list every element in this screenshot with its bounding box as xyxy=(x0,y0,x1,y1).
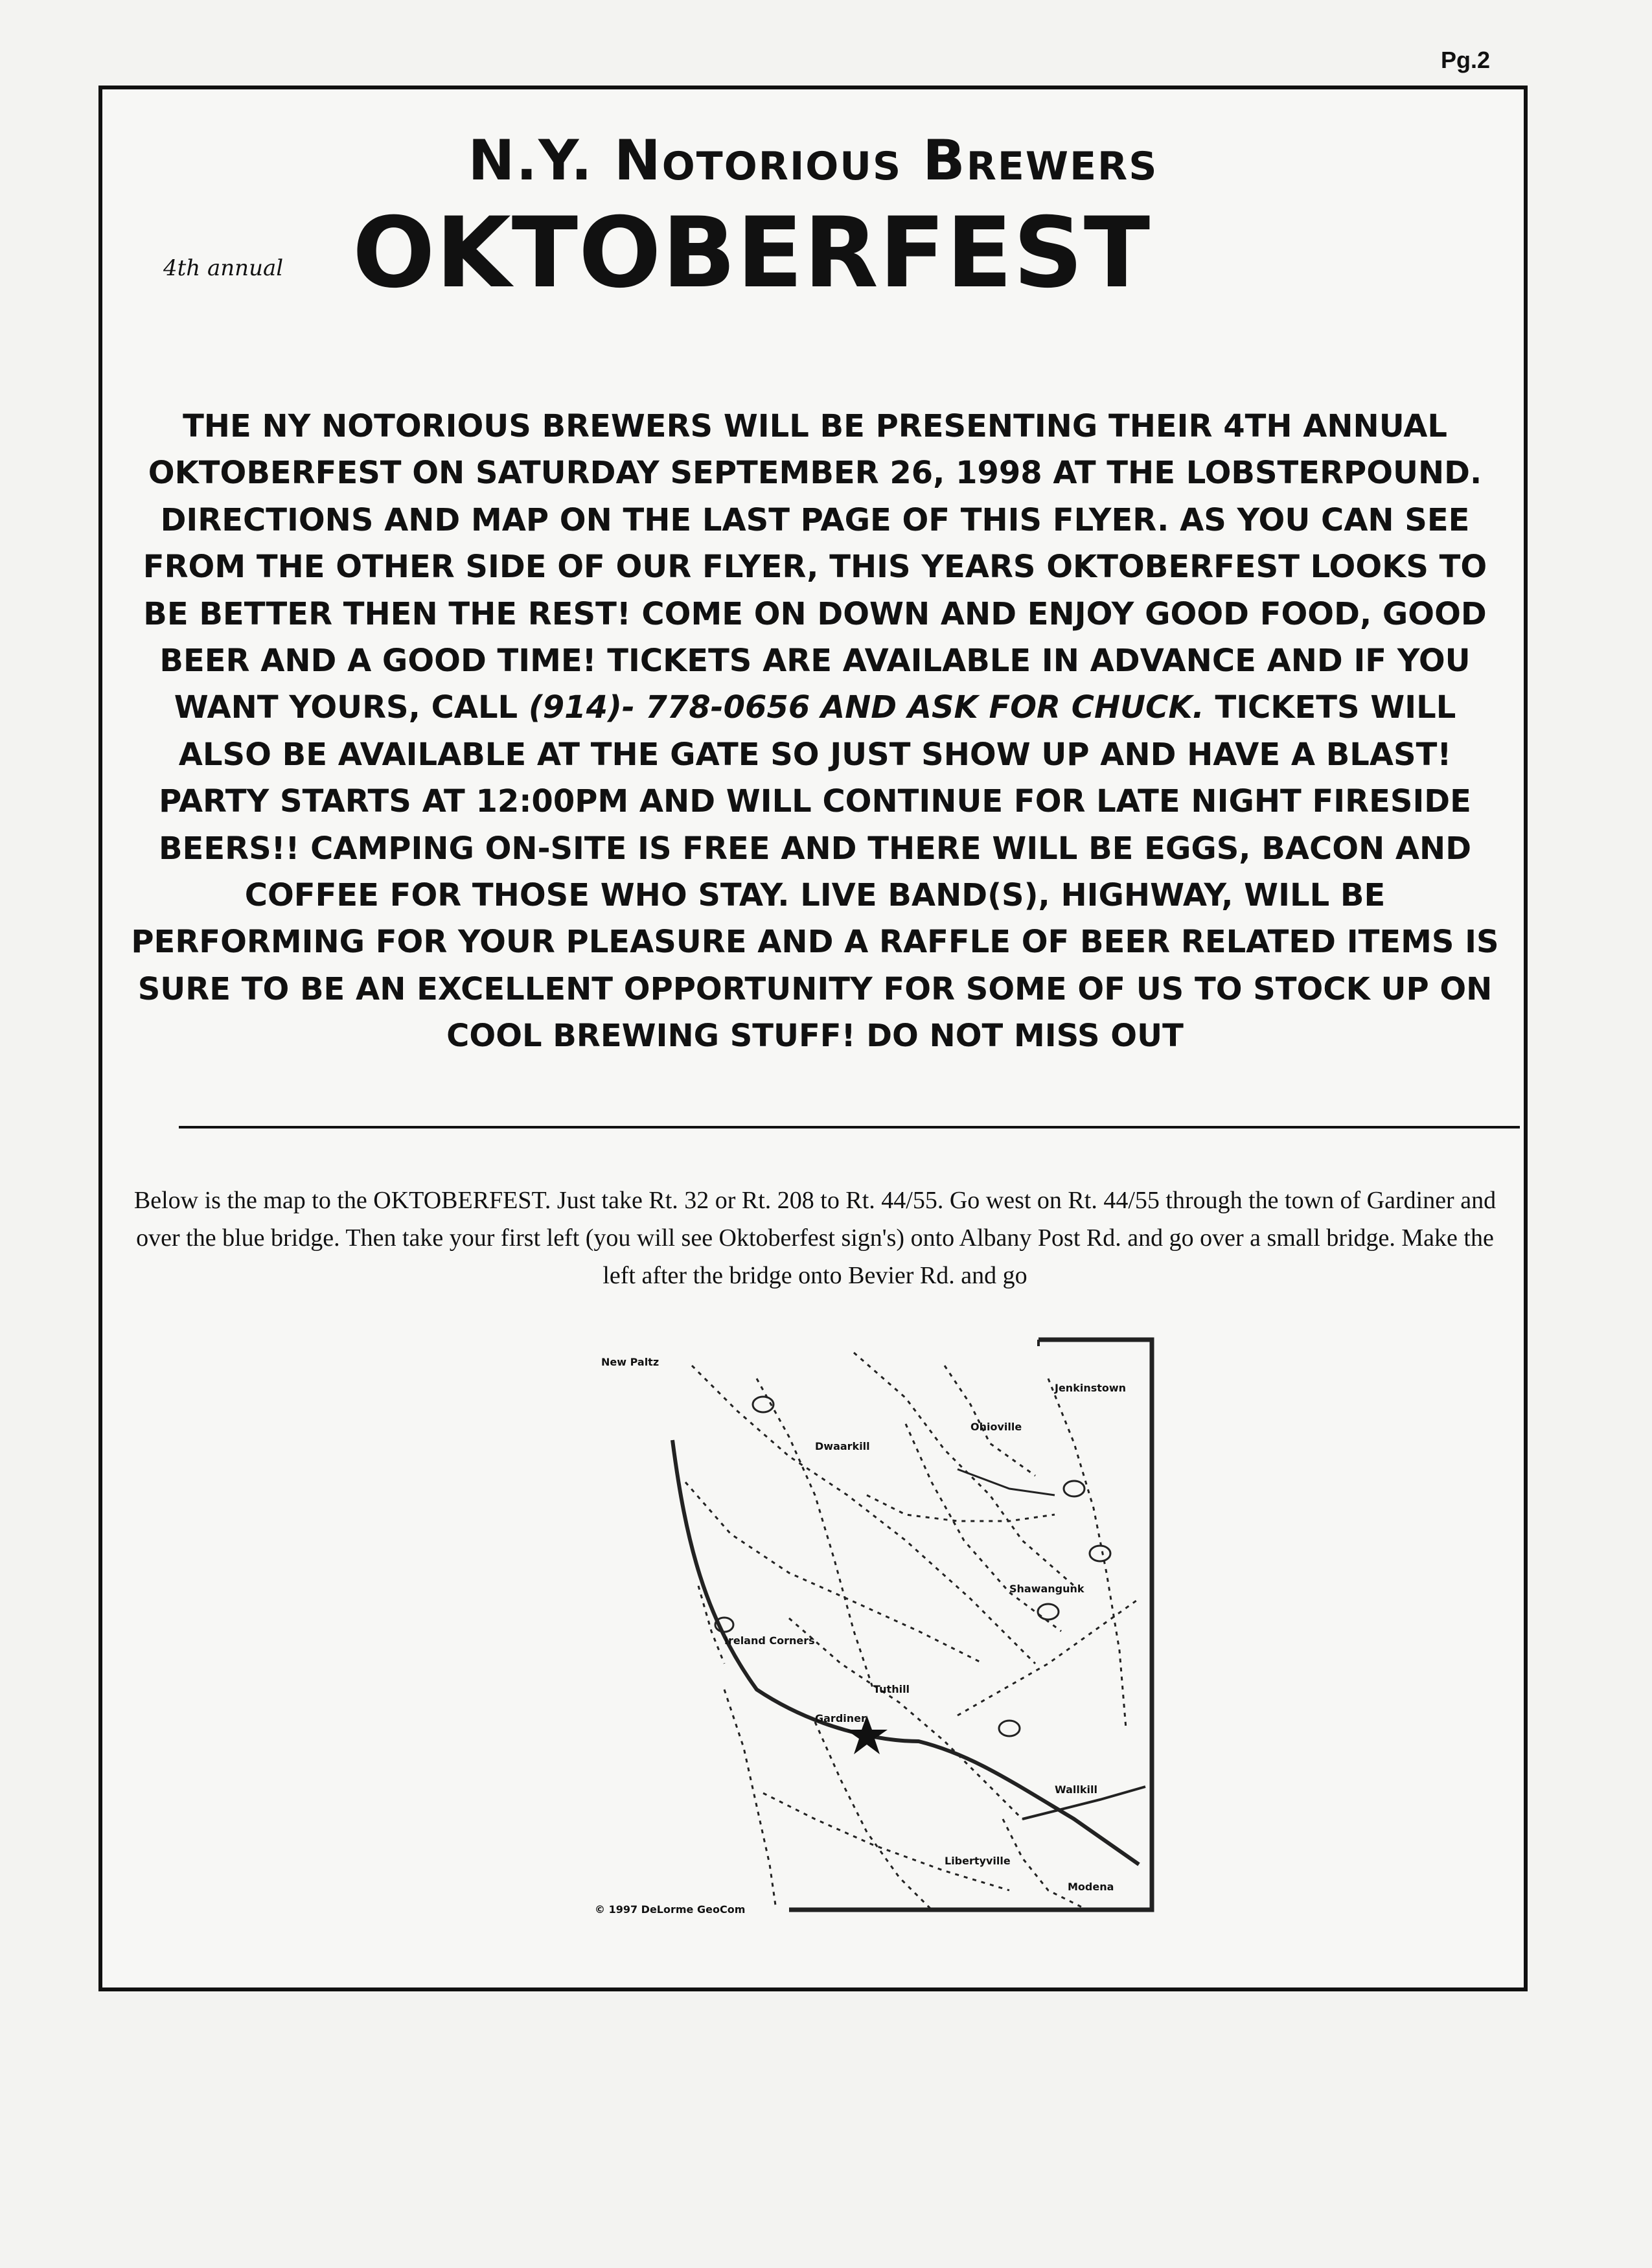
event-title: OKTOBERFEST xyxy=(352,197,1151,310)
page-number: Pg.2 xyxy=(1441,47,1491,73)
route-shield-44 xyxy=(999,1721,1020,1736)
announcement-text xyxy=(128,403,1502,1060)
organizer-title: N.Y. Notorious Brewers xyxy=(468,128,1158,193)
divider xyxy=(179,1126,1520,1128)
phone-contact: (914)- 778-0656 AND ASK FOR CHUCK. xyxy=(528,689,1204,726)
map-graphic xyxy=(452,1327,1165,1929)
map-label-place: Modena xyxy=(1068,1881,1114,1893)
map-label-place: Gardiner xyxy=(815,1712,866,1724)
annual-note: 4th annual xyxy=(163,255,284,281)
map-label-place: Dwaarkill xyxy=(815,1440,870,1452)
directions-map xyxy=(452,1327,1165,1929)
map-copyright: © 1997 DeLorme GeoCom xyxy=(595,1903,746,1916)
map-label-place: Libertyville xyxy=(945,1855,1011,1867)
route-44-55 xyxy=(672,1440,1139,1864)
announcement-part2: TICKETS WILL ALSO BE AVAILABLE AT THE GATE SO JUST SHOW UP AND HAVE A BLAST! PARTY STARTS AT 12:00PM AND WILL CONTINUE FOR LATE NIGHT FIRESIDE BEERS!! CAMPING ON-SITE IS FREE AND THERE WILL BE EGGS, BACON AND COFFEE FOR THOSE WHO STAY. LIVE BAND(S), HIGHWAY, WILL BE PERFORMING FOR YOUR PLEASURE AND A RAFFLE OF BEER RELATED ITEMS IS SURE TO BE AN EXCELLENT OPPORTUNITY FOR SOME OF US TO STOCK UP ON COOL BREWING STUFF! DO NOT MISS OUT xyxy=(131,689,1499,1055)
map-label-place: Ohioville xyxy=(970,1421,1022,1433)
map-label-place: Tuthill xyxy=(873,1683,910,1695)
directions-text: Below is the map to the OKTOBERFEST. Just take Rt. 32 or Rt. 208 to Rt. 44/55. Go west on Rt. 44/55 through the town of Gardiner and over the blue bridge. Then take your first left (you will see Oktoberfest sign's) onto Albany Post Rd. and go over a small bridge. Make the left after the bridge onto Bevier Rd. and go xyxy=(133,1187,1497,1289)
map-label-place: Wallkill xyxy=(1055,1783,1097,1796)
map-label-place: Jenkinstown xyxy=(1055,1382,1127,1394)
announcement-part1: THE NY NOTORIOUS BREWERS WILL BE PRESENTING THEIR 4TH ANNUAL OKTOBERFEST ON SATURDAY SEPTEMBER 26, 1998 AT THE LOBSTERPOUND. DIRECTIONS AND MAP ON THE LAST PAGE OF THIS FLYER. AS YOU CAN SEE FROM THE OTHER SIDE OF OUR FLYER, THIS YEARS OKTOBERFEST LOOKS TO BE BETTER THEN THE REST! COME ON DOWN AND ENJOY GOOD FOOD, GOOD BEER AND A GOOD TIME! TICKETS ARE AVAILABLE IN ADVANCE AND IF YOU WANT YOURS, CALL xyxy=(143,408,1487,726)
map-label-place: Shawangunk xyxy=(1009,1583,1084,1595)
map-label-place: Ireland Corners xyxy=(724,1634,815,1647)
flyer-frame xyxy=(98,86,1528,1991)
map-label-title: New Paltz xyxy=(601,1356,660,1368)
route-shield-208 xyxy=(1064,1481,1084,1496)
